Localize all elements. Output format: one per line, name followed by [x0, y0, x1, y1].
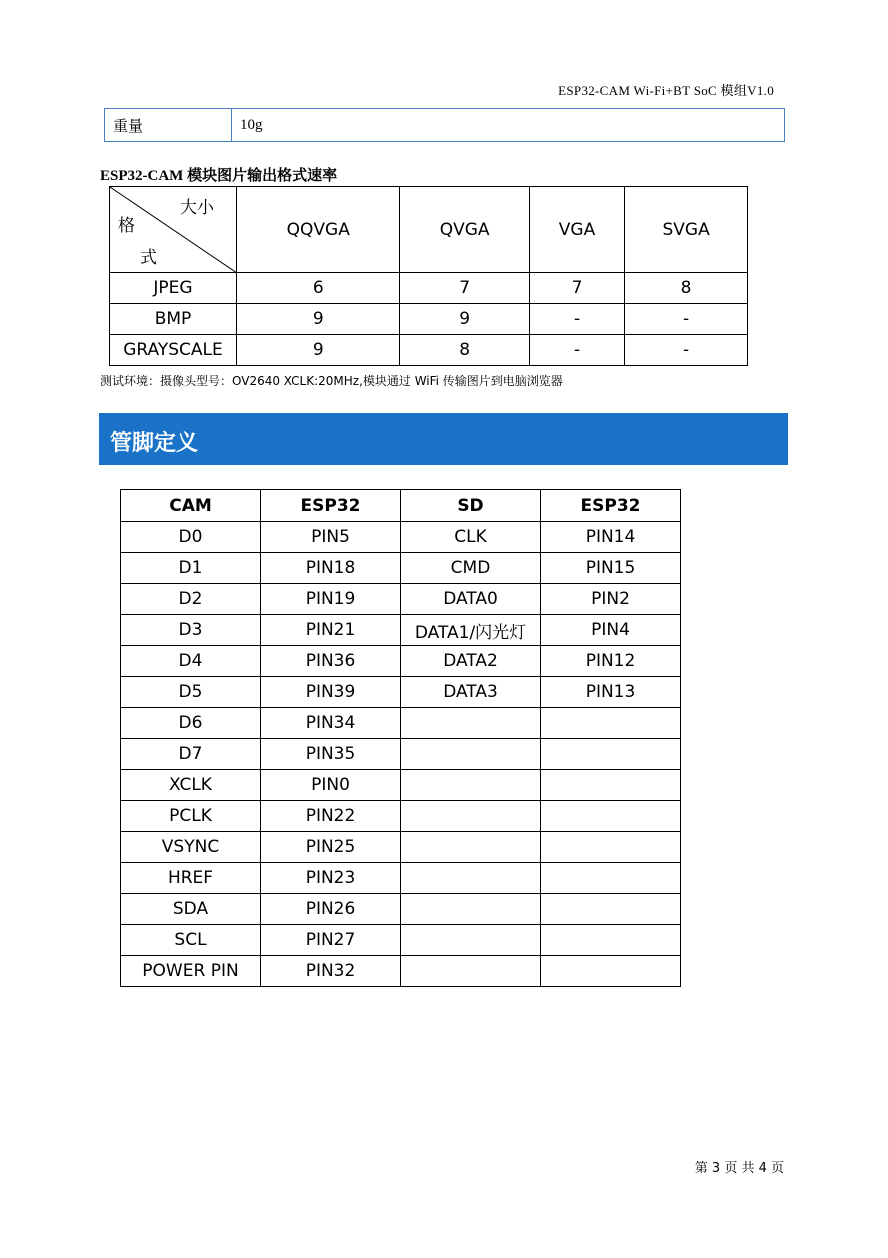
pin-cell [401, 925, 541, 956]
pin-cell: PIN36 [261, 646, 401, 677]
weight-table [104, 108, 785, 142]
pin-cell: PIN14 [541, 522, 681, 553]
pin-cell: PIN0 [261, 770, 401, 801]
pin-cell: D0 [121, 522, 261, 553]
pin-cell: SCL [121, 925, 261, 956]
pin-row [121, 553, 681, 584]
pin-cell: DATA2 [401, 646, 541, 677]
format-cell: 8 [400, 335, 529, 366]
pin-cell [401, 863, 541, 894]
pin-col-header: ESP32 [261, 490, 401, 522]
pin-cell: PIN18 [261, 553, 401, 584]
pin-cell [401, 832, 541, 863]
pin-cell: CLK [401, 522, 541, 553]
format-col-header: VGA [529, 187, 624, 273]
corner-format-label-top: 格 [118, 216, 135, 236]
pin-cell: CMD [401, 553, 541, 584]
pin-cell [401, 739, 541, 770]
format-row-name: BMP [110, 304, 237, 335]
pin-row [121, 584, 681, 615]
pin-cell: PIN5 [261, 522, 401, 553]
section-banner [99, 413, 788, 465]
pin-cell [541, 708, 681, 739]
pin-cell: XCLK [121, 770, 261, 801]
format-rate-table [109, 186, 748, 366]
pin-cell: PIN25 [261, 832, 401, 863]
pin-col-header: ESP32 [541, 490, 681, 522]
pin-definition-table [120, 489, 681, 987]
pin-cell: PIN19 [261, 584, 401, 615]
section-title: 管脚定义 [110, 431, 199, 456]
format-row [110, 304, 748, 335]
format-col-header: SVGA [625, 187, 748, 273]
pin-header-row [121, 490, 681, 522]
pin-cell [541, 801, 681, 832]
pin-row [121, 956, 681, 987]
pin-cell: PIN39 [261, 677, 401, 708]
weight-value: 10g [232, 109, 785, 142]
pin-cell [541, 832, 681, 863]
pin-cell [401, 894, 541, 925]
pin-cell [541, 925, 681, 956]
test-environment-note: 测试环境：摄像头型号：OV2640 XCLK:20MHz,模块通过 WiFi 传输图片到电脑浏览器 [100, 374, 563, 388]
pin-cell: PCLK [121, 801, 261, 832]
pin-cell: PIN23 [261, 863, 401, 894]
pin-cell: DATA3 [401, 677, 541, 708]
pin-cell: D4 [121, 646, 261, 677]
pin-cell: PIN26 [261, 894, 401, 925]
format-table-title: ESP32-CAM 模块图片输出格式速率 [100, 168, 338, 184]
pin-row [121, 615, 681, 646]
format-cell: 7 [529, 273, 624, 304]
pin-cell: PIN35 [261, 739, 401, 770]
format-row-name: JPEG [110, 273, 237, 304]
pin-cell: PIN27 [261, 925, 401, 956]
pin-cell: PIN13 [541, 677, 681, 708]
pin-cell: PIN22 [261, 801, 401, 832]
pin-cell [401, 801, 541, 832]
pin-cell: SDA [121, 894, 261, 925]
pin-col-header: CAM [121, 490, 261, 522]
pin-row [121, 832, 681, 863]
pin-row [121, 801, 681, 832]
format-col-header: QQVGA [237, 187, 400, 273]
pin-row [121, 894, 681, 925]
pin-cell: D7 [121, 739, 261, 770]
format-cell: - [625, 335, 748, 366]
pin-row [121, 770, 681, 801]
pin-cell [401, 708, 541, 739]
pin-row [121, 646, 681, 677]
diagonal-corner-cell [110, 187, 237, 273]
weight-label: 重量 [105, 109, 232, 142]
pin-cell: PIN34 [261, 708, 401, 739]
format-cell: 9 [400, 304, 529, 335]
pin-row [121, 677, 681, 708]
format-row [110, 273, 748, 304]
format-header-row [110, 187, 748, 273]
pin-cell [541, 863, 681, 894]
pin-cell: PIN15 [541, 553, 681, 584]
pin-table-body [121, 522, 681, 987]
pin-cell: DATA1/闪光灯 [401, 615, 541, 646]
format-cell: - [625, 304, 748, 335]
pin-cell [541, 894, 681, 925]
page-header: ESP32-CAM Wi-Fi+BT SoC 模组V1.0 [558, 83, 774, 98]
format-cell: 9 [237, 335, 400, 366]
format-cell: 6 [237, 273, 400, 304]
format-cell: 8 [625, 273, 748, 304]
pin-cell: PIN32 [261, 956, 401, 987]
pin-cell: D6 [121, 708, 261, 739]
format-cell: - [529, 335, 624, 366]
pin-cell [541, 770, 681, 801]
pin-row [121, 522, 681, 553]
pin-cell [541, 739, 681, 770]
pin-cell: HREF [121, 863, 261, 894]
pin-row [121, 708, 681, 739]
pin-cell: D5 [121, 677, 261, 708]
pin-row [121, 863, 681, 894]
pin-cell: DATA0 [401, 584, 541, 615]
corner-size-label: 大小 [180, 198, 214, 218]
pin-cell [401, 770, 541, 801]
format-col-header: QVGA [400, 187, 529, 273]
pin-cell [541, 956, 681, 987]
format-cell: - [529, 304, 624, 335]
corner-format-label-bottom: 式 [140, 248, 157, 268]
pin-cell: PIN21 [261, 615, 401, 646]
pin-cell: PIN4 [541, 615, 681, 646]
format-row-name: GRAYSCALE [110, 335, 237, 366]
pin-row [121, 739, 681, 770]
pin-cell: PIN12 [541, 646, 681, 677]
pin-cell: D2 [121, 584, 261, 615]
pin-col-header: SD [401, 490, 541, 522]
page-footer: 第 3 页 共 4 页 [694, 1161, 784, 1176]
pin-cell: POWER PIN [121, 956, 261, 987]
format-cell: 7 [400, 273, 529, 304]
weight-row [105, 109, 785, 142]
format-row [110, 335, 748, 366]
format-cell: 9 [237, 304, 400, 335]
pin-cell: PIN2 [541, 584, 681, 615]
pin-cell [401, 956, 541, 987]
pin-cell: VSYNC [121, 832, 261, 863]
pin-cell: D3 [121, 615, 261, 646]
pin-row [121, 925, 681, 956]
pin-cell: D1 [121, 553, 261, 584]
